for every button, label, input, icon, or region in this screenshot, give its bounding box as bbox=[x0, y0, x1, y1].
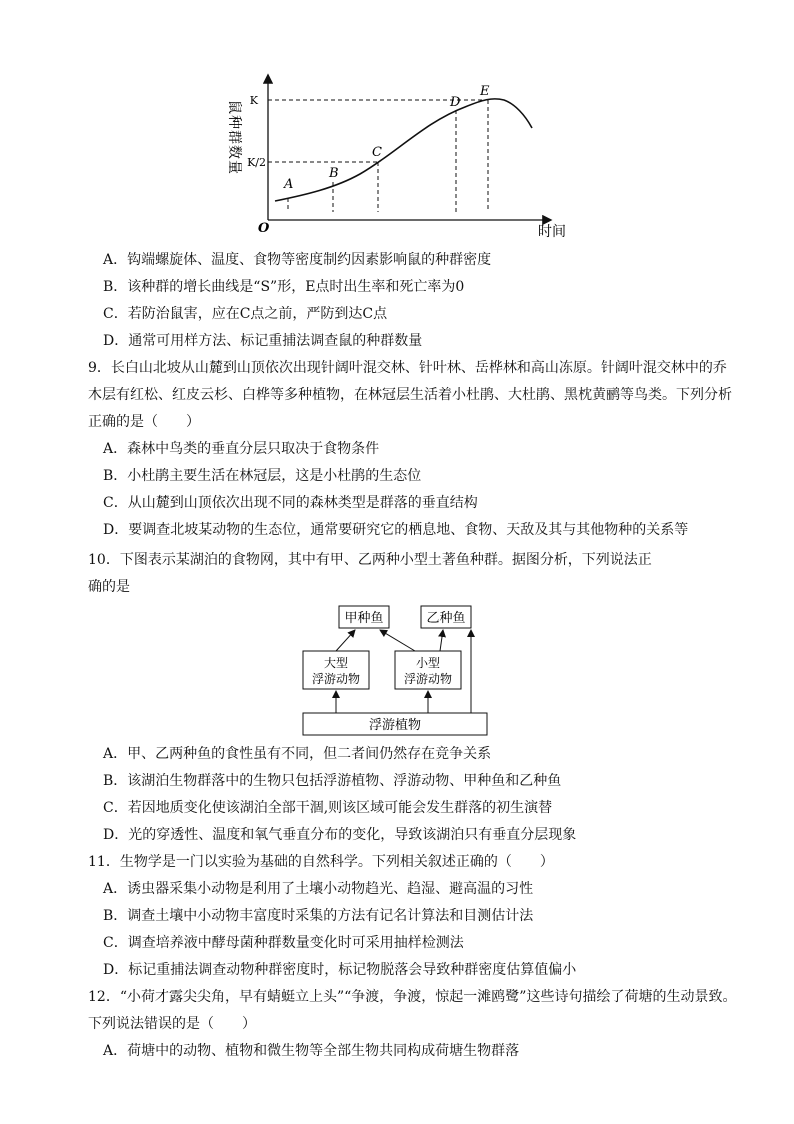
q9-option-b: B．小杜鹃主要生活在林冠层，这是小杜鹃的生态位 bbox=[103, 468, 422, 484]
q10-option-c: C．若因地质变化使该湖泊全部干涸,则该区域可能会发生群落的初生演替 bbox=[103, 800, 553, 816]
q9-stem-line2: 木层有红松、红皮云杉、白桦等多种植物，在林冠层生活着小杜鹃、大杜鹃、黑枕黄鹂等鸟类。下列分析 bbox=[88, 387, 732, 403]
population-growth-graph bbox=[220, 70, 580, 240]
point-d: D bbox=[450, 95, 461, 110]
x-axis-label: 时间 bbox=[538, 224, 566, 240]
q8-option-b: B．该种群的增长曲线是“S”形，E点时出生率和死亡率为0 bbox=[103, 279, 465, 295]
q10-option-a: A．甲、乙两种鱼的食性虽有不同，但二者间仍然存在竞争关系 bbox=[103, 746, 492, 762]
q10-option-b: B．该湖泊生物群落中的生物只包括浮游植物、浮游动物、甲种鱼和乙种鱼 bbox=[103, 773, 562, 789]
origin-label: O bbox=[258, 221, 270, 236]
q10-stem-line1: 10．下图表示某湖泊的食物网，其中有甲、乙两种小型土著鱼种群。据图分析，下列说法正 bbox=[88, 552, 652, 568]
point-b: B bbox=[329, 166, 339, 181]
q11-option-c: C．调查培养液中酵母菌种群数量变化时可采用抽样检测法 bbox=[103, 935, 464, 951]
q11-option-d: D．标记重捕法调查动物种群密度时，标记物脱落会导致种群密度估算值偏小 bbox=[103, 962, 577, 978]
large-zooplankton-label-2: 浮游动物 bbox=[311, 672, 361, 686]
tick-k: K bbox=[249, 94, 258, 107]
q12-stem-line1: 12．“小荷才露尖尖角，早有蜻蜓立上头”“争渡，争渡，惊起一滩鸥鹭”这些诗句描绘了荷塘的生动景致。 bbox=[88, 989, 737, 1005]
y-axis-label: 鼠种群数量 bbox=[226, 100, 242, 175]
small-zooplankton-label-1: 小型 bbox=[415, 656, 441, 670]
q8-option-c: C．若防治鼠害，应在C点之前，严防到达C点 bbox=[103, 306, 388, 322]
s-curve bbox=[275, 99, 532, 201]
q10-option-d: D．光的穿透性、温度和氧气垂直分布的变化，导致该湖泊只有垂直分层现象 bbox=[103, 827, 577, 843]
q9-stem-line1: 9．长白山北坡从山麓到山顶依次出现针阔叶混交林、针叶林、岳桦林和高山冻原。针阔叶混交林中的乔 bbox=[88, 360, 727, 376]
food-web-diagram bbox=[295, 600, 495, 740]
q12-option-a: A．荷塘中的动物、植物和微生物等全部生物共同构成荷塘生物群落 bbox=[103, 1043, 520, 1059]
q10-stem-line2: 确的是 bbox=[88, 579, 130, 595]
q11-option-a: A．诱虫器采集小动物是利用了土壤小动物趋光、趋湿、避高温的习性 bbox=[103, 881, 534, 897]
q8-option-a: A．钩端螺旋体、温度、食物等密度制约因素影响鼠的种群密度 bbox=[103, 252, 492, 268]
q9-option-d: D．要调查北坡某动物的生态位，通常要研究它的栖息地、食物、天敌及其与其他物种的关系等 bbox=[103, 522, 689, 538]
q11-option-b: B．调查土壤中小动物丰富度时采集的方法有记名计算法和目测估计法 bbox=[103, 908, 534, 924]
point-a: A bbox=[284, 177, 294, 192]
point-e: E bbox=[480, 84, 490, 99]
q9-option-c: C．从山麓到山顶依次出现不同的森林类型是群落的垂直结构 bbox=[103, 495, 478, 511]
small-zooplankton-label-2: 浮游动物 bbox=[403, 672, 453, 686]
q11-stem: 11．生物学是一门以实验为基础的自然科学。下列相关叙述正确的（ ） bbox=[88, 854, 554, 870]
q8-option-d: D．通常可用样方法、标记重捕法调查鼠的种群数量 bbox=[103, 333, 423, 349]
fish-a-label: 甲种鱼 bbox=[344, 611, 384, 626]
q9-stem-line3: 正确的是（ ） bbox=[88, 414, 200, 430]
large-zooplankton-label-1: 大型 bbox=[323, 656, 349, 670]
tick-k-half: K/2 bbox=[247, 156, 266, 169]
fish-b-label: 乙种鱼 bbox=[426, 611, 466, 626]
q12-stem-line2: 下列说法错误的是（ ） bbox=[88, 1016, 256, 1032]
phytoplankton-label: 浮游植物 bbox=[368, 718, 422, 733]
q9-option-a: A．森林中鸟类的垂直分层只取决于食物条件 bbox=[103, 441, 380, 457]
point-c: C bbox=[372, 145, 382, 160]
